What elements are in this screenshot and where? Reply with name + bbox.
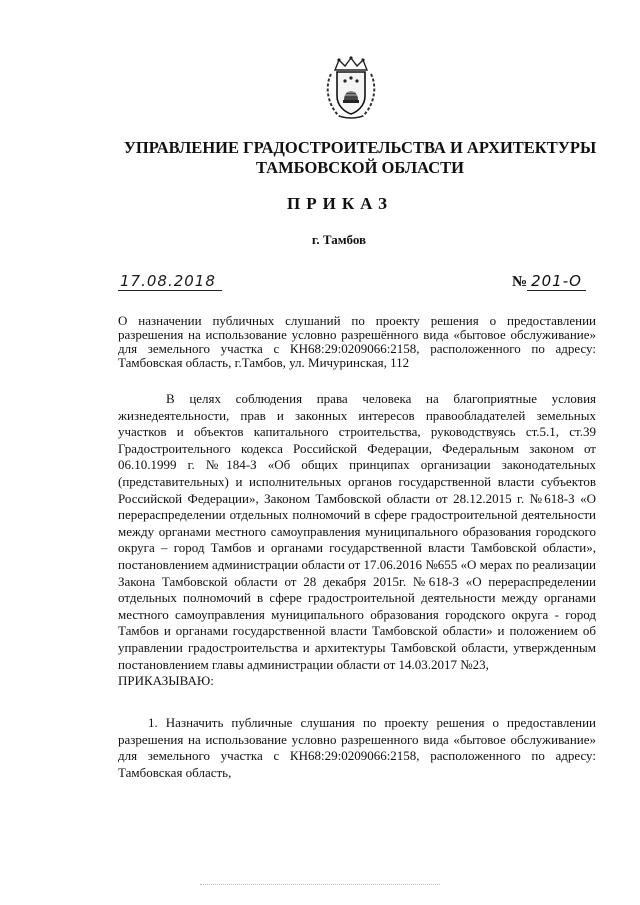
document-number: [512, 272, 586, 291]
document-city: г. Тамбов: [311, 232, 367, 247]
document-subject: О назначении публичных слушаний по проекту решения о предоставлении разрешения на использование условно разрешённого вида «бытовое обслуживание» для земельного участка с КН68:29:0209066:2158, расположенного по адресу: Тамбовская область, г.Тамбов, ул. Мичуринская, 112: [118, 313, 596, 370]
order-item-1: 1. Назначить публичные слушания по проекту решения о предоставлении разрешения на использование условно разрешенного вида «бытовое обслуживание» для земельного участка с КН68:29:0209066:2158, расположенного по адресу: Тамбовская область,: [118, 715, 596, 780]
page-bottom-divider: [200, 884, 440, 889]
organization-title-line2: ТАМБОВСКОЙ ОБЛАСТИ: [255, 158, 465, 177]
tambov-region-coat-of-arms-icon: [325, 56, 377, 122]
document-date: 17.08.2018: [118, 272, 222, 291]
organization-title-line1: УПРАВЛЕНИЕ ГРАДОСТРОИТЕЛЬСТВА И АРХИТЕКТУРЫ: [123, 138, 597, 157]
order-word: ПРИКАЗЫВАЮ:: [118, 673, 214, 689]
preamble-paragraph: В целях соблюдения права человека на благоприятные условия жизнедеятельности, прав и законных интересов правообладателей земельных участков и объектов капитального строительства, руководствуясь ст.5.1, ст.39 Градостроительного кодекса Российской Федерации, Федеральным законом от 06.10.1999 г. №184-З «Об общих принципах организации законодательных (представительных) и исполнительных органов государственной власти субъектов Российской Федерации», Законом Тамбовской области от 28.12.2015 г. №618-З «О перераспределении отдельных полномочий в сфере градостроительной деятельности между органами местного самоуправления муниципального образования городского округа – город Тамбов и органами государственной власти Тамбовской области», постановлением администрации области от 17.06.2016 №655 «О мерах по реализации Закона Тамбовской области от 28 декабря 2015г. №618-З «О перераспределении отдельных полномочий в сфере градостроительной деятельности между органами местного самоуправления муниципального образования городского округа - город Тамбов и органами государственной власти Тамбовской области» и положением об управлении градостроительства и архитектуры Тамбовской области, утвержденным постановлением главы администрации области от 14.03.2017 №23,: [118, 391, 596, 672]
document-number-prefix: №: [512, 274, 528, 290]
document-number-value: 201-О: [527, 272, 586, 291]
document-type: ПРИКАЗ: [287, 194, 393, 213]
document-body: [118, 391, 596, 690]
organization-title: [60, 138, 640, 178]
